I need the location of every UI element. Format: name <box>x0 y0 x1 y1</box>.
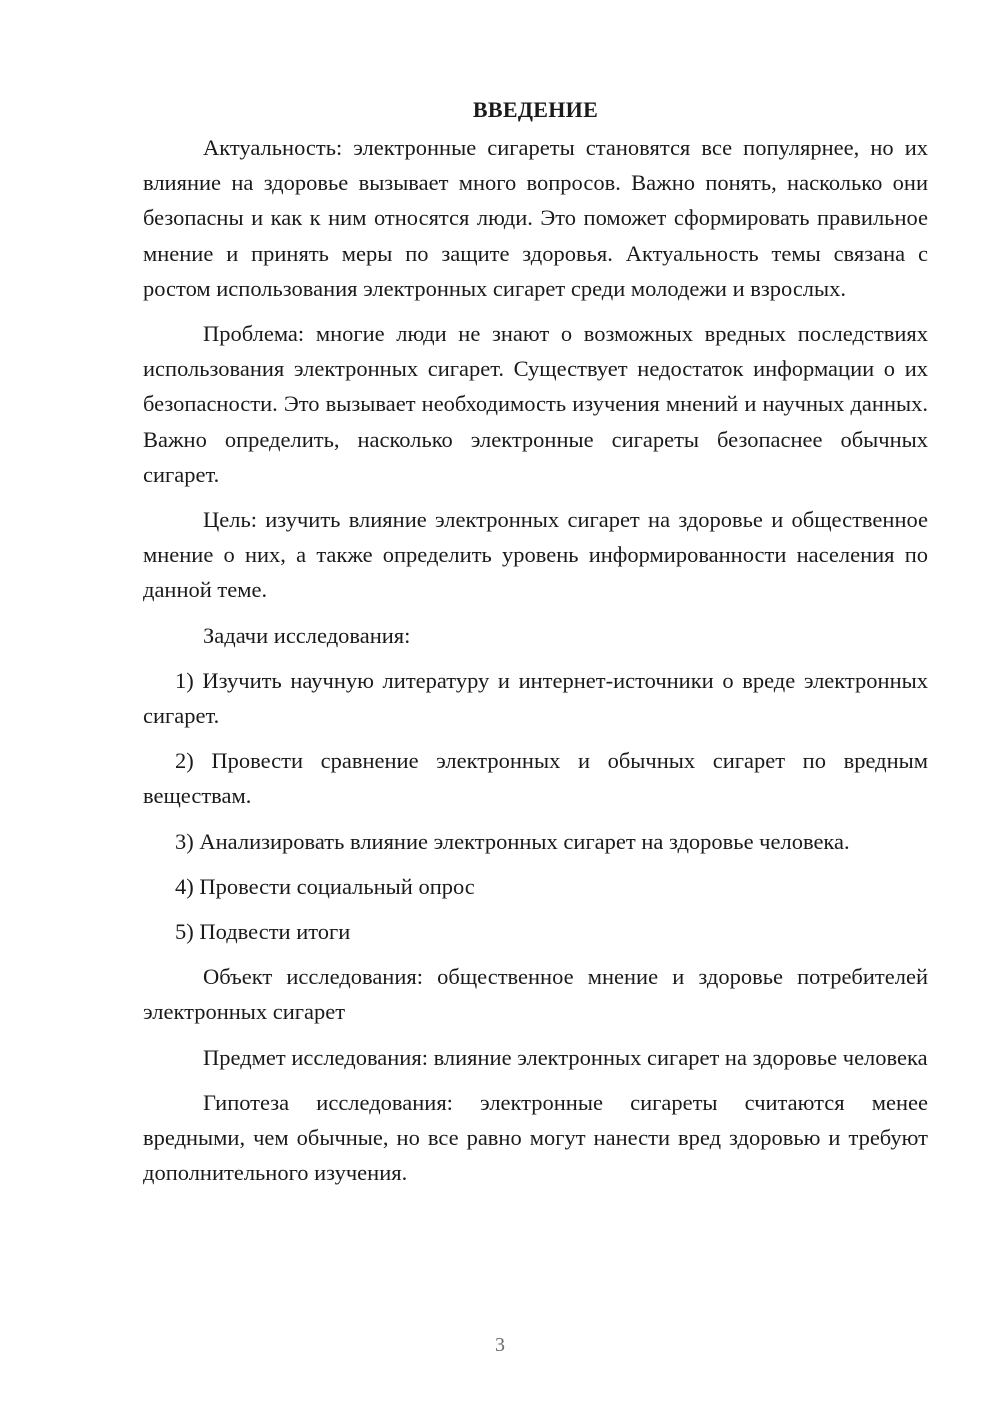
page-number: 3 <box>495 1334 505 1356</box>
task-item-1: 1) Изучить научную литературу и интернет-источники о вреде электронных сигарет. <box>143 667 928 729</box>
document-page <box>143 92 928 1200</box>
task-item-2: 2) Провести сравнение электронных и обычных сигарет по вредным веществам. <box>143 748 928 809</box>
task-item-5: 5) Подвести итоги <box>175 919 351 945</box>
tasks-heading: Задачи исследования: <box>203 622 411 648</box>
relevance-paragraph: Актуальность: электронные сигареты становятся все популярнее, но их влияние на здоровье вызывает много вопросов. Важно понять, насколько они безопасны и как к ним относятся люди. Это поможет сформировать правильное мнение и принять меры по защите здоровья. Актуальность темы связана с ростом использования электронных сигарет среди молодежи и взрослых. <box>143 135 928 301</box>
hypothesis-paragraph: Гипотеза исследования: электронные сигареты считаются менее вредными, чем обычные, но все равно могут нанести вред здоровью и требуют дополнительного изучения. <box>143 1089 928 1186</box>
subject-paragraph: Предмет исследования: влияние электронных сигарет на здоровье человека <box>203 1044 928 1070</box>
problem-paragraph: Проблема: многие люди не знают о возможных вредных последствиях использования электронных сигарет. Существует недостаток информации о их безопасности. Это вызывает необходимость изучения мнений и научных данных. Важно определить, насколько электронные сигареты безопаснее обычных сигарет. <box>143 321 928 487</box>
task-item-4: 4) Провести социальный опрос <box>175 873 475 899</box>
section-title: ВВЕДЕНИЕ <box>472 97 599 122</box>
object-paragraph: Объект исследования: общественное мнение и здоровье потребителей электронных сигарет <box>143 964 928 1025</box>
goal-paragraph: Цель: изучить влияние электронных сигарет на здоровье и общественное мнение о них, а также определить уровень информированности населения по данной теме. <box>143 507 928 603</box>
task-item-3: 3) Анализировать влияние электронных сигарет на здоровье человека. <box>175 828 850 854</box>
